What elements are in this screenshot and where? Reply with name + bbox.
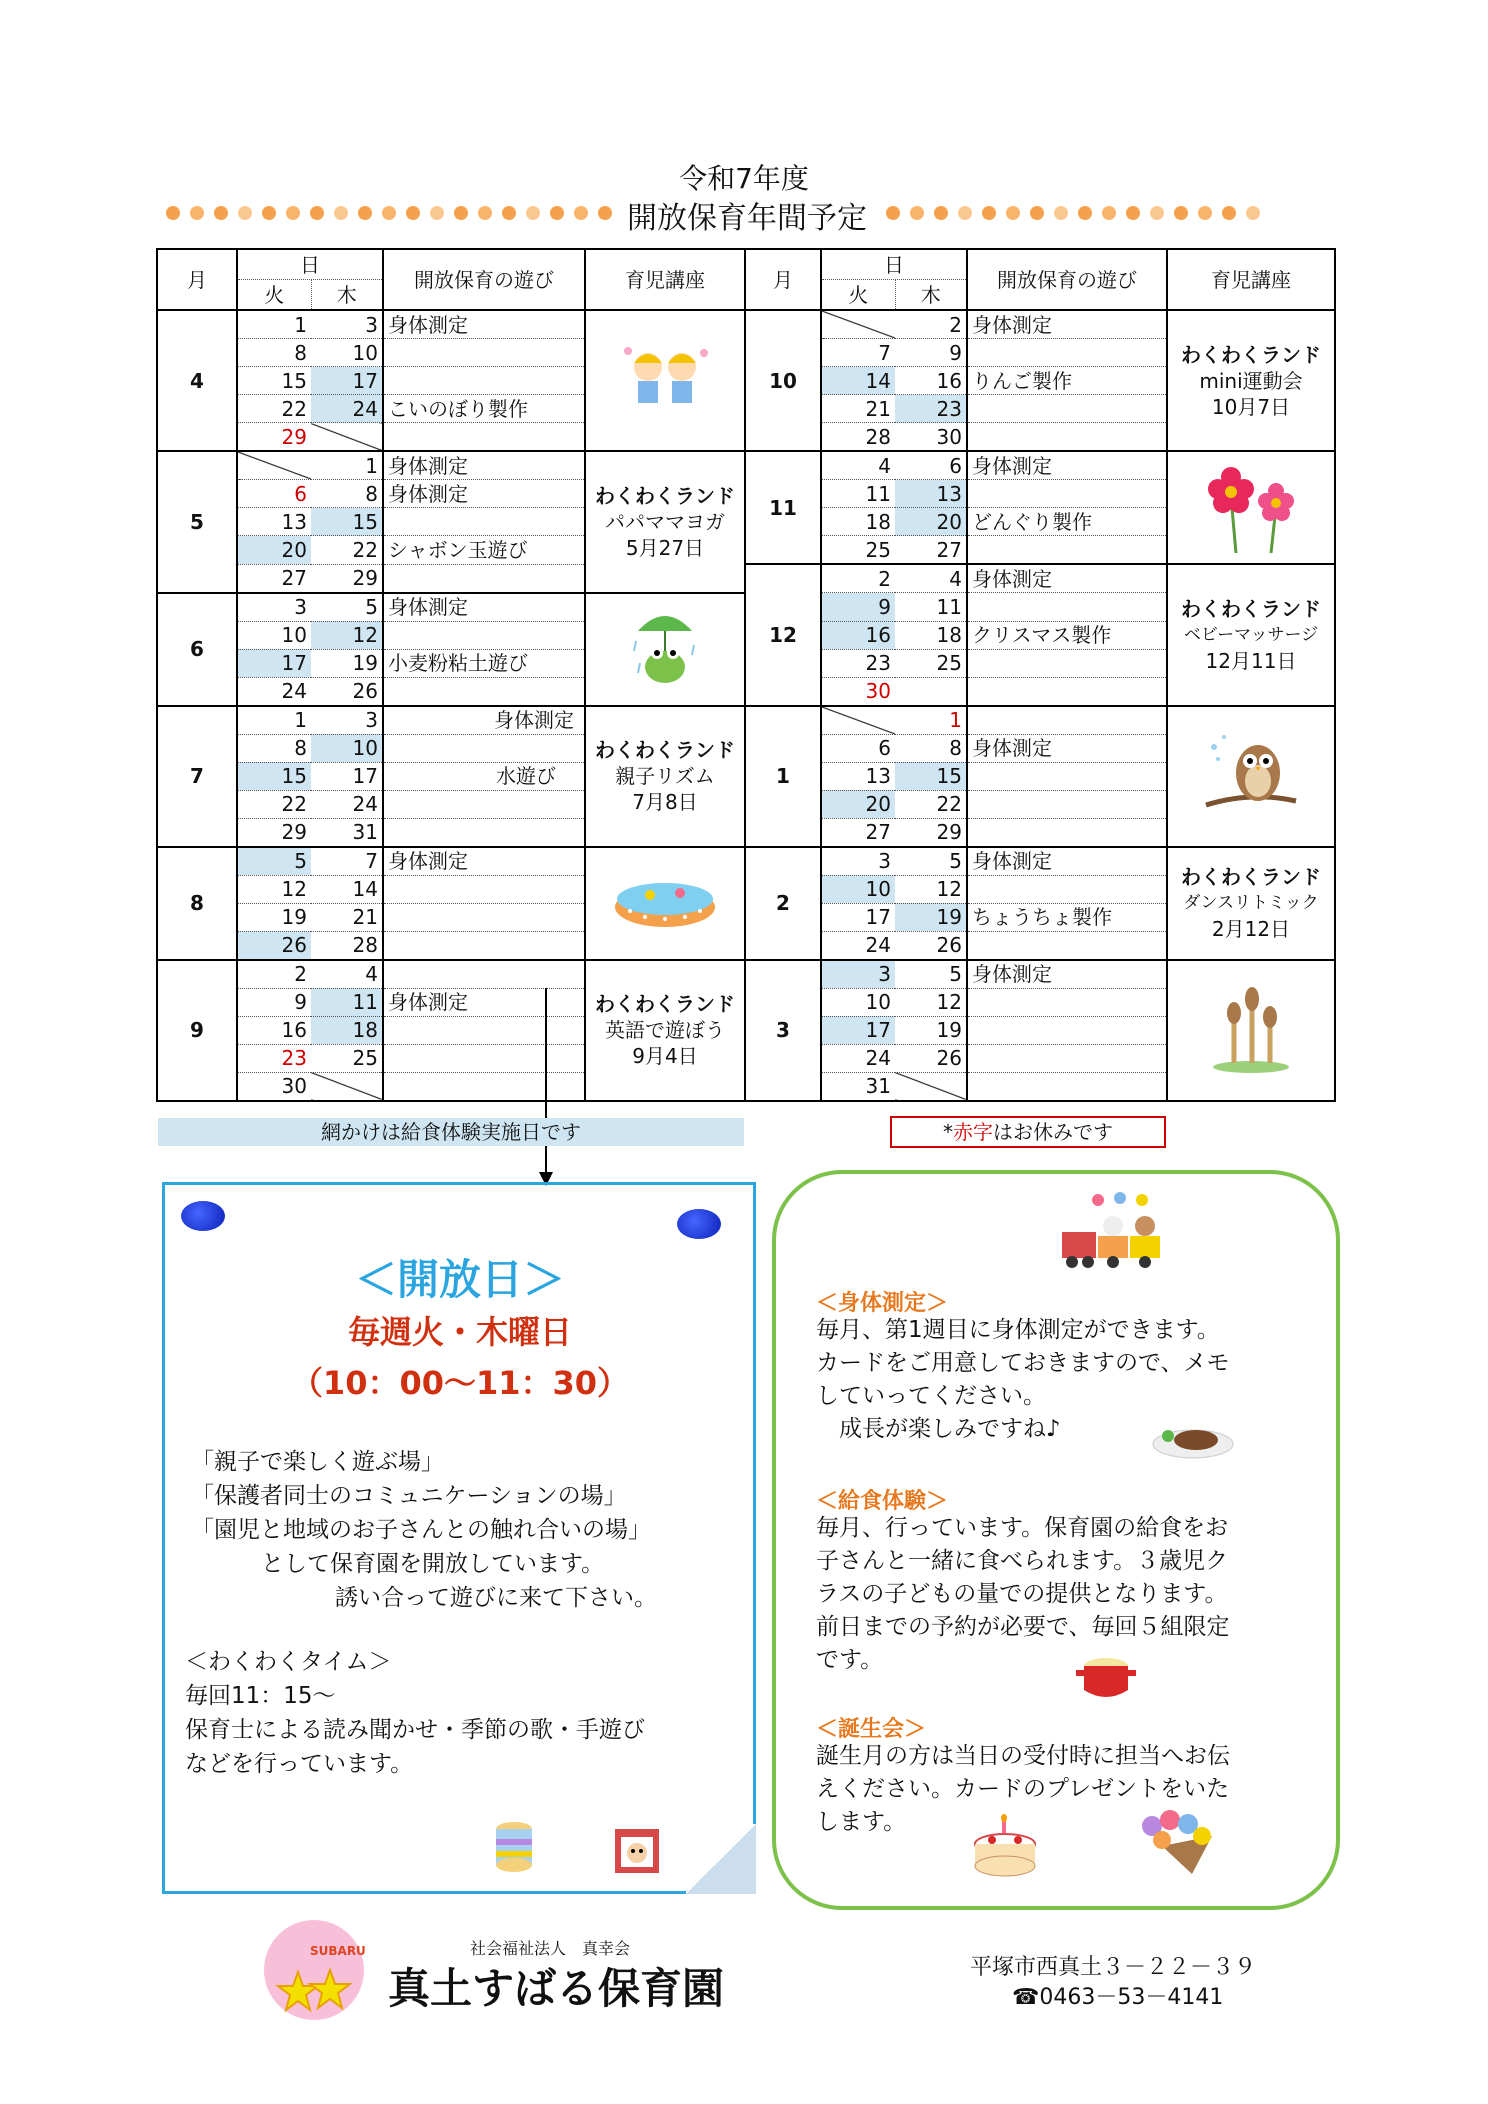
birthday-cake-icon bbox=[968, 1814, 1042, 1880]
event-cell: クリスマス製作 bbox=[967, 621, 1167, 649]
day-cell: 29 bbox=[311, 564, 383, 593]
day-cell: 10 bbox=[237, 621, 311, 649]
waku-desc: などを行っています。 bbox=[185, 1751, 414, 1777]
header-tue: 火 bbox=[237, 280, 311, 311]
event-cell bbox=[967, 480, 1167, 508]
day-cell: 12 bbox=[311, 621, 383, 649]
event-cell: りんご製作 bbox=[967, 367, 1167, 395]
course-title: わくわくランド bbox=[1181, 865, 1321, 889]
day-cell: 15 bbox=[895, 762, 967, 790]
course-jun bbox=[585, 593, 745, 706]
event-cell bbox=[383, 339, 585, 367]
info-title-birthday: ＜誕生会＞ bbox=[816, 1717, 927, 1742]
nursery-name: 真土すばる保育園 bbox=[388, 1964, 725, 2013]
annual-calendar bbox=[156, 248, 1334, 1098]
open-day-note bbox=[162, 1182, 756, 1894]
day-cell: 8 bbox=[311, 480, 383, 508]
day-cell: 28 bbox=[821, 423, 895, 452]
course-title: わくわくランド bbox=[1181, 342, 1321, 367]
hamburg-steak-icon bbox=[1150, 1414, 1236, 1460]
event-cell bbox=[383, 734, 585, 762]
event-cell bbox=[383, 423, 585, 452]
info-text: 前日までの予約が必要で、毎回５組限定 bbox=[816, 1614, 1230, 1640]
day-cell: 17 bbox=[311, 367, 383, 395]
picture-book-icon bbox=[611, 1825, 663, 1877]
waku-title: ＜わくわくタイム＞ bbox=[185, 1649, 392, 1675]
course-title: わくわくランド bbox=[595, 483, 735, 508]
info-text: します。 bbox=[816, 1809, 907, 1835]
month-may: 5 bbox=[157, 451, 237, 593]
event-cell: 身体測定 bbox=[967, 564, 1167, 593]
day-cell: 3 bbox=[821, 847, 895, 876]
day-cell: 26 bbox=[895, 931, 967, 960]
day-cell: 11 bbox=[311, 988, 383, 1016]
frog-umbrella-icon bbox=[630, 601, 700, 691]
day-cell: 11 bbox=[895, 593, 967, 622]
day-cell: 22 bbox=[895, 790, 967, 818]
course-title: わくわくランド bbox=[1181, 596, 1321, 621]
day-cell: 27 bbox=[895, 536, 967, 565]
corp-name: 社会福祉法人 真幸会 bbox=[470, 1939, 631, 1958]
course-may bbox=[585, 451, 745, 593]
day-cell: 8 bbox=[895, 734, 967, 762]
day-cell: 16 bbox=[237, 1016, 311, 1044]
day-cell: 22 bbox=[237, 395, 311, 423]
event-cell bbox=[967, 790, 1167, 818]
day-cell: 9 bbox=[895, 339, 967, 367]
day-cell: 27 bbox=[821, 818, 895, 847]
day-cell: 19 bbox=[237, 903, 311, 931]
day-cell bbox=[311, 423, 383, 452]
event-cell bbox=[383, 931, 585, 960]
day-cell: 15 bbox=[237, 762, 311, 790]
day-cell: 17 bbox=[821, 1016, 895, 1044]
day-cell: 3 bbox=[311, 310, 383, 339]
day-cell: 30 bbox=[237, 1072, 311, 1101]
day-cell: 10 bbox=[821, 988, 895, 1016]
event-cell bbox=[383, 903, 585, 931]
open-day-line: 誘い合って遊びに来て下さい。 bbox=[335, 1585, 657, 1611]
day-cell: 25 bbox=[821, 536, 895, 565]
course-mar bbox=[1167, 960, 1335, 1101]
event-cell bbox=[967, 818, 1167, 847]
info-text: です。 bbox=[816, 1647, 884, 1673]
day-cell: 12 bbox=[895, 875, 967, 903]
day-cell: 13 bbox=[237, 508, 311, 536]
event-cell: 身体測定 bbox=[967, 847, 1167, 876]
day-cell: 24 bbox=[311, 790, 383, 818]
course-name: 英語で遊ぼう bbox=[605, 1018, 725, 1042]
month-sep: 9 bbox=[157, 960, 237, 1101]
event-cell bbox=[383, 818, 585, 847]
day-cell: 8 bbox=[237, 339, 311, 367]
info-text: 誕生月の方は当日の受付時に担当へお伝 bbox=[816, 1743, 1230, 1769]
logo-text: SUBARU bbox=[310, 1944, 366, 1958]
day-cell bbox=[895, 677, 967, 706]
month-aug: 8 bbox=[157, 847, 237, 960]
event-cell: シャボン玉遊び bbox=[383, 536, 585, 565]
day-cell: 1 bbox=[311, 451, 383, 480]
header-day: 日 bbox=[237, 249, 383, 280]
event-cell bbox=[967, 536, 1167, 565]
header-course: 育児講座 bbox=[585, 249, 745, 310]
info-text: 毎月、行っています。保育園の給食をお bbox=[816, 1515, 1229, 1541]
event-cell: 身体測定 bbox=[383, 310, 585, 339]
event-cell: 身体測定 bbox=[383, 988, 585, 1016]
info-text: 毎月、第1週目に身体測定ができます。 bbox=[816, 1317, 1220, 1343]
event-cell bbox=[967, 1072, 1167, 1101]
event-cell bbox=[383, 621, 585, 649]
pushpin-icon bbox=[677, 1209, 721, 1239]
event-cell bbox=[383, 762, 585, 790]
event-cell bbox=[383, 508, 585, 536]
info-title-lunch: ＜給食体験＞ bbox=[816, 1489, 949, 1514]
event-cell bbox=[967, 339, 1167, 367]
day-cell: 19 bbox=[895, 903, 967, 931]
subaru-logo-icon bbox=[258, 1912, 368, 2022]
day-cell: 2 bbox=[821, 564, 895, 593]
day-cell: 27 bbox=[237, 564, 311, 593]
day-cell bbox=[311, 1072, 383, 1101]
legend-red bbox=[890, 1116, 1166, 1148]
day-cell: 13 bbox=[895, 480, 967, 508]
course-name: パパママヨガ bbox=[605, 509, 725, 534]
pool-icon bbox=[610, 865, 720, 935]
course-name: ベビーマッサージ bbox=[1183, 624, 1319, 645]
day-cell: 12 bbox=[895, 988, 967, 1016]
course-date: 5月27日 bbox=[625, 535, 705, 560]
day-cell: 17 bbox=[311, 762, 383, 790]
course-name: mini運動会 bbox=[1199, 368, 1303, 393]
day-cell: 9 bbox=[821, 593, 895, 622]
course-oct bbox=[1167, 310, 1335, 451]
event-cell bbox=[383, 367, 585, 395]
children-icon bbox=[620, 341, 710, 415]
day-cell bbox=[821, 706, 895, 735]
open-day-days: 毎週火・木曜日 bbox=[347, 1313, 572, 1351]
day-cell: 18 bbox=[821, 508, 895, 536]
event-cell bbox=[967, 593, 1167, 622]
course-date: 9月4日 bbox=[632, 1044, 698, 1068]
header-month: 月 bbox=[157, 249, 237, 310]
event-cell bbox=[967, 931, 1167, 960]
event-cell: 身体測定 bbox=[383, 706, 585, 735]
day-cell: 13 bbox=[821, 762, 895, 790]
day-cell: 18 bbox=[895, 621, 967, 649]
day-cell: 6 bbox=[237, 480, 311, 508]
day-cell: 15 bbox=[311, 508, 383, 536]
phone: ☎0463－53－4141 bbox=[1012, 1985, 1224, 2010]
day-cell bbox=[821, 310, 895, 339]
legend-shade: 網かけは給食体験実施日です bbox=[158, 1118, 744, 1146]
course-sep bbox=[585, 960, 745, 1101]
event-cell bbox=[967, 395, 1167, 423]
info-text: えください。カードのプレゼントをいた bbox=[816, 1776, 1230, 1802]
month-jun: 6 bbox=[157, 593, 237, 706]
header-day: 日 bbox=[821, 249, 967, 280]
day-cell: 17 bbox=[237, 649, 311, 677]
day-cell: 16 bbox=[821, 621, 895, 649]
event-cell: 身体測定 bbox=[967, 310, 1167, 339]
page-title: 開放保育年間予定 bbox=[627, 201, 867, 236]
day-cell: 26 bbox=[895, 1044, 967, 1072]
event-cell: 身体測定 bbox=[967, 734, 1167, 762]
header-thu: 木 bbox=[895, 280, 967, 311]
event-cell bbox=[967, 1044, 1167, 1072]
day-cell: 10 bbox=[311, 339, 383, 367]
day-cell: 18 bbox=[311, 1016, 383, 1044]
open-day-time: （10：00～11：30） bbox=[290, 1364, 630, 1402]
event-cell bbox=[383, 790, 585, 818]
header-tue: 火 bbox=[821, 280, 895, 311]
day-cell: 7 bbox=[821, 339, 895, 367]
course-title: わくわくランド bbox=[595, 992, 735, 1016]
course-name: 親子リズム bbox=[615, 764, 715, 788]
day-cell: 23 bbox=[895, 395, 967, 423]
day-cell: 22 bbox=[237, 790, 311, 818]
month-dec: 12 bbox=[745, 564, 821, 706]
day-cell: 10 bbox=[821, 875, 895, 903]
day-cell: 31 bbox=[821, 1072, 895, 1101]
course-date: 7月8日 bbox=[632, 790, 698, 814]
event-cell bbox=[383, 564, 585, 593]
day-cell: 6 bbox=[895, 451, 967, 480]
event-cell: 身体測定 bbox=[967, 451, 1167, 480]
day-cell: 26 bbox=[311, 677, 383, 706]
day-cell: 6 bbox=[821, 734, 895, 762]
info-title-measure: ＜身体測定＞ bbox=[816, 1291, 949, 1316]
event-cell bbox=[383, 875, 585, 903]
event-cell: 身体測定 bbox=[383, 847, 585, 876]
stew-pot-icon bbox=[1076, 1648, 1136, 1704]
dots-left bbox=[166, 206, 612, 220]
day-cell: 7 bbox=[311, 847, 383, 876]
day-cell bbox=[895, 1072, 967, 1101]
course-dec bbox=[1167, 564, 1335, 706]
day-cell: 26 bbox=[237, 931, 311, 960]
day-cell: 12 bbox=[237, 875, 311, 903]
event-cell bbox=[383, 677, 585, 706]
event-cell: 身体測定 bbox=[383, 593, 585, 622]
day-cell bbox=[237, 451, 311, 480]
open-day-line: 「保護者同士のコミュニケーションの場」 bbox=[191, 1483, 627, 1509]
course-jul bbox=[585, 706, 745, 847]
course-aug bbox=[585, 847, 745, 960]
open-day-line: 「園児と地域のお子さんとの触れ合いの場」 bbox=[191, 1517, 651, 1543]
course-apr bbox=[585, 310, 745, 451]
waku-desc: 保育士による読み聞かせ・季節の歌・手遊び bbox=[185, 1717, 645, 1743]
header-thu: 木 bbox=[311, 280, 383, 311]
waku-time: 毎回11：15～ bbox=[185, 1683, 336, 1709]
legend-red-prefix: * bbox=[943, 1120, 953, 1144]
info-text: 成長が楽しみですね♪ bbox=[816, 1416, 1061, 1442]
day-cell: 22 bbox=[311, 536, 383, 565]
day-cell: 19 bbox=[895, 1016, 967, 1044]
course-feb bbox=[1167, 847, 1335, 960]
event-cell bbox=[967, 677, 1167, 706]
open-day-title: ＜開放日＞ bbox=[354, 1255, 565, 1304]
event-cell bbox=[967, 706, 1167, 735]
course-nov bbox=[1167, 451, 1335, 564]
page-curl bbox=[686, 1824, 756, 1894]
animal-train-icon bbox=[1058, 1192, 1168, 1272]
event-cell bbox=[967, 762, 1167, 790]
event-text: 水遊び bbox=[496, 763, 556, 788]
day-cell: 29 bbox=[237, 423, 311, 452]
day-cell: 3 bbox=[821, 960, 895, 989]
day-cell: 2 bbox=[237, 960, 311, 989]
event-cell: 身体測定 bbox=[383, 480, 585, 508]
month-feb: 2 bbox=[745, 847, 821, 960]
day-cell: 29 bbox=[237, 818, 311, 847]
day-cell: 1 bbox=[237, 706, 311, 735]
day-cell: 8 bbox=[237, 734, 311, 762]
day-cell: 1 bbox=[895, 706, 967, 735]
day-cell: 23 bbox=[237, 1044, 311, 1072]
open-day-line: として保育園を開放しています。 bbox=[261, 1551, 605, 1577]
info-box bbox=[772, 1170, 1340, 1910]
drum-toy-icon bbox=[491, 1819, 537, 1875]
day-cell: 4 bbox=[895, 564, 967, 593]
day-cell: 29 bbox=[895, 818, 967, 847]
event-cell bbox=[967, 875, 1167, 903]
event-cell: 身体測定 bbox=[967, 960, 1167, 989]
event-cell: どんぐり製作 bbox=[967, 508, 1167, 536]
flower-bouquet-icon bbox=[1132, 1806, 1222, 1876]
event-cell bbox=[967, 1016, 1167, 1044]
course-jan bbox=[1167, 706, 1335, 847]
day-cell: 11 bbox=[821, 480, 895, 508]
day-cell: 19 bbox=[311, 649, 383, 677]
month-jan: 1 bbox=[745, 706, 821, 847]
day-cell: 16 bbox=[895, 367, 967, 395]
event-cell bbox=[967, 649, 1167, 677]
day-cell: 14 bbox=[311, 875, 383, 903]
header-event: 開放保育の遊び bbox=[967, 249, 1167, 310]
day-cell: 3 bbox=[311, 706, 383, 735]
dots-right bbox=[886, 206, 1260, 220]
pushpin-icon bbox=[181, 1201, 225, 1231]
day-cell: 24 bbox=[821, 1044, 895, 1072]
course-title: わくわくランド bbox=[595, 738, 735, 762]
day-cell: 9 bbox=[237, 988, 311, 1016]
day-cell: 14 bbox=[821, 367, 895, 395]
day-cell: 20 bbox=[821, 790, 895, 818]
month-nov: 11 bbox=[745, 451, 821, 564]
day-cell: 4 bbox=[311, 960, 383, 989]
day-cell: 25 bbox=[895, 649, 967, 677]
course-date: 2月12日 bbox=[1211, 917, 1291, 941]
month-apr: 4 bbox=[157, 310, 237, 451]
day-cell: 5 bbox=[895, 847, 967, 876]
cosmos-flower-icon bbox=[1196, 457, 1306, 553]
day-cell: 30 bbox=[895, 423, 967, 452]
course-name: ダンスリトミック bbox=[1183, 893, 1319, 913]
month-jul: 7 bbox=[157, 706, 237, 847]
event-cell: ちょうちょ製作 bbox=[967, 903, 1167, 931]
event-cell bbox=[967, 988, 1167, 1016]
day-cell: 17 bbox=[821, 903, 895, 931]
day-cell: 24 bbox=[821, 931, 895, 960]
month-mar: 3 bbox=[745, 960, 821, 1101]
course-date: 10月7日 bbox=[1211, 394, 1291, 419]
course-date: 12月11日 bbox=[1205, 648, 1297, 673]
address: 平塚市西真土３－２２－３９ bbox=[970, 1955, 1257, 1980]
arrow-down-icon bbox=[536, 988, 556, 1188]
horsetail-icon bbox=[1206, 979, 1296, 1075]
page-year: 令和7年度 bbox=[679, 162, 809, 195]
event-cell: 身体測定 bbox=[383, 451, 585, 480]
day-cell: 10 bbox=[311, 734, 383, 762]
legend-red-suffix: はお休みです bbox=[993, 1120, 1113, 1144]
legend-red-word: 赤字 bbox=[953, 1120, 993, 1144]
day-cell: 5 bbox=[237, 847, 311, 876]
day-cell: 31 bbox=[311, 818, 383, 847]
header-month: 月 bbox=[745, 249, 821, 310]
day-cell: 2 bbox=[895, 310, 967, 339]
info-text: ラスの子どもの量での提供となります。 bbox=[816, 1581, 1228, 1607]
info-text: 子さんと一緒に食べられます。３歳児ク bbox=[816, 1548, 1229, 1574]
info-text: カードをご用意しておきますので、メモ bbox=[816, 1350, 1230, 1376]
day-cell: 15 bbox=[237, 367, 311, 395]
owl-icon bbox=[1196, 725, 1306, 821]
header-course: 育児講座 bbox=[1167, 249, 1335, 310]
day-cell: 28 bbox=[311, 931, 383, 960]
info-text: していってください。 bbox=[816, 1383, 1046, 1409]
day-cell: 24 bbox=[237, 677, 311, 706]
day-cell: 30 bbox=[821, 677, 895, 706]
event-cell bbox=[967, 423, 1167, 452]
day-cell: 3 bbox=[237, 593, 311, 622]
day-cell: 21 bbox=[311, 903, 383, 931]
open-day-line: 「親子で楽しく遊ぶ場」 bbox=[191, 1449, 444, 1475]
day-cell: 1 bbox=[237, 310, 311, 339]
event-cell bbox=[383, 960, 585, 989]
day-cell: 21 bbox=[821, 395, 895, 423]
day-cell: 20 bbox=[237, 536, 311, 565]
day-cell: 4 bbox=[821, 451, 895, 480]
day-cell: 5 bbox=[895, 960, 967, 989]
month-oct: 10 bbox=[745, 310, 821, 451]
day-cell: 5 bbox=[311, 593, 383, 622]
header-event: 開放保育の遊び bbox=[383, 249, 585, 310]
day-cell: 24 bbox=[311, 395, 383, 423]
event-cell: 小麦粉粘土遊び bbox=[383, 649, 585, 677]
event-cell: こいのぼり製作 bbox=[383, 395, 585, 423]
day-cell: 23 bbox=[821, 649, 895, 677]
day-cell: 25 bbox=[311, 1044, 383, 1072]
day-cell: 20 bbox=[895, 508, 967, 536]
